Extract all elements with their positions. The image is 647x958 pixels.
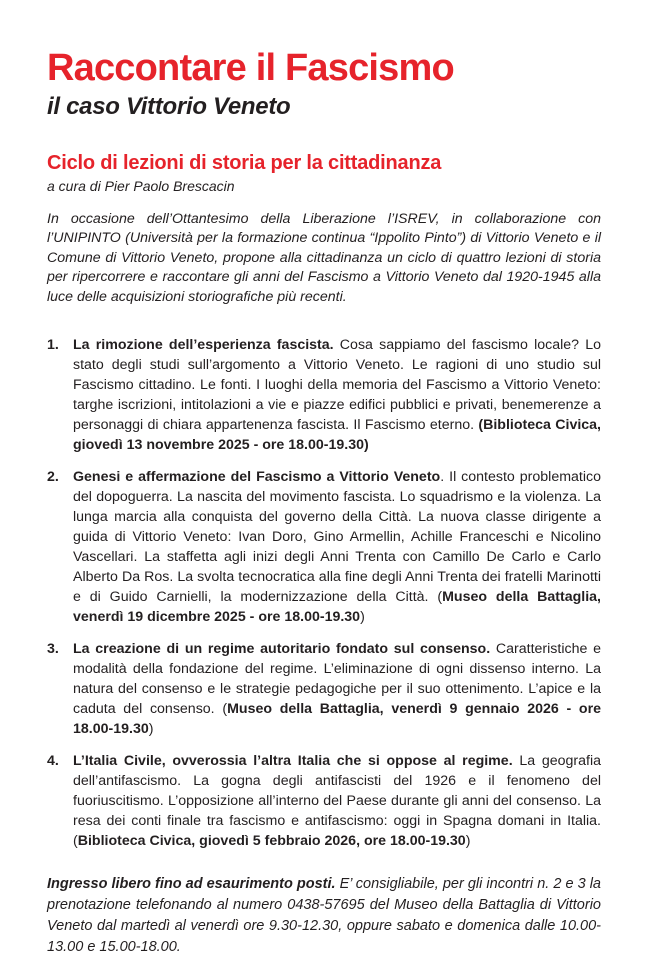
footer-note bbox=[47, 874, 601, 958]
venue-paren-close: ) bbox=[360, 609, 365, 626]
venue-paren-open: ( bbox=[437, 589, 443, 606]
page-subtitle: il caso Vittorio Veneto bbox=[47, 92, 291, 120]
venue-paren-open: ( bbox=[73, 833, 78, 850]
lecture-text bbox=[73, 335, 601, 455]
footer-body: E’ consigliabile, per gli incontri n. 2 e 3 la prenotazione telefonando al numero 0438-57695 del Museo della Battaglia di Vittorio Veneto dal martedì al venerdì ore 9.30-12.30, oppure sabato e domenica dalle 10.00-13.00 e 15.00-18.00. bbox=[47, 876, 601, 956]
lecture-list bbox=[47, 335, 601, 851]
lecture-title: L’Italia Civile, ovverossia l’altra Italia che si oppose al regime. bbox=[73, 753, 513, 770]
lecture-title: La rimozione dell’esperienza fascista. bbox=[73, 337, 334, 354]
lecture-item-1 bbox=[47, 335, 601, 455]
lecture-venue: (Biblioteca Civica, giovedì 13 novembre 2025 - ore 18.00-19.30) bbox=[73, 417, 601, 454]
venue-paren-open: ( bbox=[222, 701, 228, 718]
lecture-number: 4. bbox=[47, 753, 59, 770]
venue-paren-close: ) bbox=[148, 721, 154, 738]
lecture-body: Caratteristiche e modalità della fondazione del regime. L’eliminazione di ogni dissenso interno. La natura del consenso e le strategie pedagogiche per il suo ottenimento. L’apice e la caduta del consenso. bbox=[73, 641, 601, 718]
lecture-text bbox=[73, 639, 601, 739]
lecture-venue: Museo della Battaglia, venerdì 19 dicembre 2025 - ore 18.00-19.30 bbox=[73, 589, 601, 626]
footer-lead: Ingresso libero fino ad esaurimento posti. bbox=[47, 876, 336, 893]
lecture-number: 1. bbox=[47, 337, 59, 354]
lecture-item-2 bbox=[47, 467, 601, 627]
lecture-number: 3. bbox=[47, 641, 59, 658]
lecture-body: . Il contesto problematico del dopoguerra. La nascita del movimento fascista. Lo squadrismo e la violenza. La lunga marcia alla conquista del governo della Città. La nuova classe dirigente a guida di Vittorio Veneto: Ivan Doro, Gino Armellin, Achille Franceschi e Nicolino Vascellari. La staffetta agli inizi degli Anni Trenta con Camillo De Carlo e Carlo Alberto Da Ros. La svolta tecnocratica alla fine degli Anni Trenta dei fratelli Marinotti e di Guido Carnielli, la modernizzazione della Città. bbox=[73, 469, 602, 606]
lecture-body: Cosa sappiamo del fascismo locale? Lo stato degli studi sull’argomento a Vittorio Veneto. Le ragioni di uno studio sul Fascismo cittadino. Le fonti. I luoghi della memoria del Fascismo a Vittorio Veneto: targhe iscrizioni, intitolazioni a vie e piazze edifici pubblici e privati, benemerenze a personaggi di chiara appartenenza fascista. Il Fascismo eterno. bbox=[73, 337, 601, 434]
lecture-text bbox=[73, 751, 601, 851]
lecture-item-4 bbox=[47, 751, 601, 851]
page-title: Raccontare il Fascismo bbox=[47, 47, 454, 89]
venue-paren-close: ) bbox=[465, 833, 471, 850]
intro-paragraph: In occasione dell’Ottantesimo della Liberazione l’ISREV, in collaborazione con l’UNIPINTO (Università per la formazione continua “Ippolito Pinto”) di Vittorio Veneto e il Comune di Vittorio Veneto, propone alla cittadinanza un ciclo di quattro lezioni di storia per ripercorrere e raccontare gli anni del Fascismo a Vittorio Veneto dal 1920-1945 alla luce delle acquisizioni storiografiche più recenti. bbox=[47, 210, 601, 305]
lecture-venue: Museo della Battaglia, venerdì 9 gennaio 2026 - ore 18.00-19.30 bbox=[73, 701, 602, 738]
lecture-number: 2. bbox=[47, 469, 59, 486]
lecture-item-3 bbox=[47, 639, 601, 739]
lecture-venue: Biblioteca Civica, giovedì 5 febbraio 2026, ore 18.00-19.30 bbox=[77, 833, 466, 850]
lecture-body: La geografia dell’antifascismo. La gogna degli antifascisti del 1926 e il fenomeno del fuoriuscitismo. L’opposizione all’interno del Paese durante gli anni del consenso. La resa dei conti finale tra fascismo e antifascismo: oggi in Spagna domani in Italia. bbox=[73, 753, 601, 830]
curator-line: a cura di Pier Paolo Brescacin bbox=[47, 177, 235, 194]
lecture-text bbox=[73, 467, 601, 627]
section-heading: Ciclo di lezioni di storia per la cittadinanza bbox=[47, 151, 442, 174]
lecture-title: Genesi e affermazione del Fascismo a Vittorio Veneto bbox=[73, 469, 441, 486]
lecture-title: La creazione di un regime autoritario fondato sul consenso. bbox=[73, 641, 491, 658]
